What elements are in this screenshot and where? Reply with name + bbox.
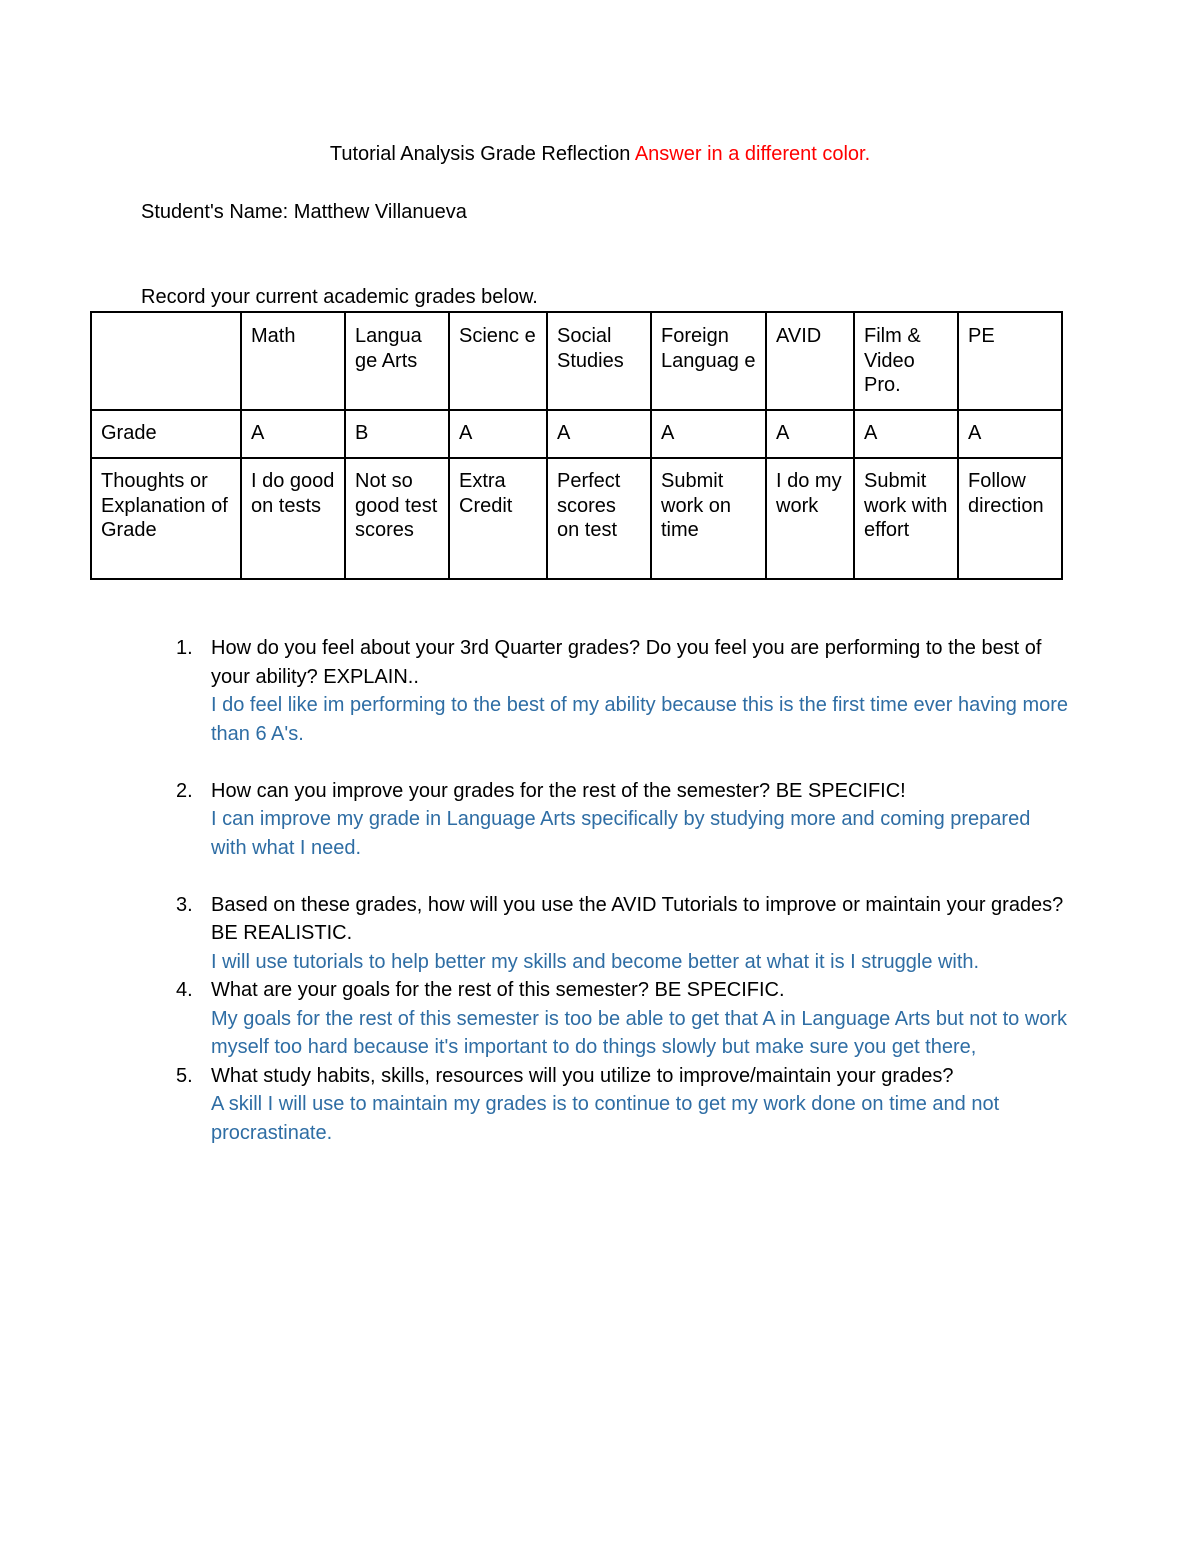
- list-item-question-3: [170, 891, 1070, 977]
- table-header-row: [91, 312, 1062, 410]
- header-cell-language-arts: Langua ge Arts: [345, 312, 449, 410]
- question-text: What study habits, skills, resources will you utilize to improve/maintain your grades?: [211, 1064, 954, 1087]
- question-text: What are your goals for the rest of this semester? BE SPECIFIC.: [211, 979, 785, 1001]
- instruction-text: Answer in a different color.: [634, 143, 871, 165]
- question-number: 2.: [176, 779, 193, 802]
- header-cell-avid: AVID: [766, 312, 854, 410]
- grade-cell-social-studies: A: [547, 410, 651, 458]
- question-number: 4.: [176, 979, 193, 1001]
- answer-text: My goals for the rest of this semester is too be able to get that A in Language Arts but not to work myself too hard because it's important to do things slowly but make sure you get there,: [211, 1007, 1068, 1058]
- thoughts-cell-avid: I do my work: [766, 458, 854, 579]
- header-cell-foreign-language: Foreign Languag e: [651, 312, 766, 410]
- question-number: 1.: [176, 637, 193, 659]
- question-number: 3.: [176, 893, 193, 916]
- list-item-question-2: [170, 777, 1070, 863]
- thoughts-cell-language-arts: Not so good test scores: [345, 458, 449, 579]
- question-text: How do you feel about your 3rd Quarter grades? Do you feel you are performing to the best of your ability? EXPLAIN..: [211, 637, 1042, 688]
- thoughts-cell-social-studies: Perfect scores on test: [547, 458, 651, 579]
- header-cell-math: Math: [241, 312, 345, 410]
- title-text: Tutorial Analysis Grade Reflection: [329, 143, 631, 165]
- thoughts-cell-pe: Follow direction: [958, 458, 1062, 579]
- grade-cell-film-video: A: [854, 410, 958, 458]
- grade-cell-language-arts: B: [345, 410, 449, 458]
- grade-cell-avid: A: [766, 410, 854, 458]
- question-text: Based on these grades, how will you use the AVID Tutorials to improve or maintain your grades? BE REALISTIC.: [211, 893, 1064, 944]
- grade-cell-foreign-language: A: [651, 410, 766, 458]
- list-item-question-4: [170, 976, 1070, 1062]
- header-cell-pe: PE: [958, 312, 1062, 410]
- question-number: 5.: [176, 1064, 193, 1087]
- reflection-questions-list: [170, 634, 1070, 1147]
- header-cell-film-video: Film & Video Pro.: [854, 312, 958, 410]
- grade-cell-pe: A: [958, 410, 1062, 458]
- answer-text: A skill I will use to maintain my grades is to continue to get my work done on time and not procrastinate.: [211, 1093, 1000, 1144]
- header-cell-blank: [91, 312, 241, 410]
- list-item-question-5: [170, 1062, 1070, 1148]
- thoughts-cell-foreign-language: Submit work on time: [651, 458, 766, 579]
- table-row-thoughts: [91, 458, 1062, 579]
- header-cell-science: Scienc e: [449, 312, 547, 410]
- thoughts-label-cell: Thoughts or Explanation of Grade: [91, 458, 241, 579]
- question-text: How can you improve your grades for the rest of the semester? BE SPECIFIC!: [211, 779, 906, 802]
- thoughts-cell-film-video: Submit work with effort: [854, 458, 958, 579]
- grade-cell-math: A: [241, 410, 345, 458]
- grades-table: [90, 311, 1063, 580]
- grade-cell-science: A: [449, 410, 547, 458]
- answer-text: I can improve my grade in Language Arts specifically by studying more and coming prepared with what I need.: [211, 808, 1031, 859]
- record-grades-instruction: Record your current academic grades below.: [141, 286, 538, 308]
- answer-text: I do feel like im performing to the best of my ability because this is the first time ever having more than 6 A's.: [211, 694, 1069, 745]
- grade-label-cell: Grade: [91, 410, 241, 458]
- list-item-question-1: [170, 634, 1070, 748]
- thoughts-cell-math: I do good on tests: [241, 458, 345, 579]
- header-cell-social-studies: Social Studies: [547, 312, 651, 410]
- student-name-line: Student's Name: Matthew Villanueva: [141, 201, 467, 223]
- answer-text: I will use tutorials to help better my skills and become better at what it is I struggle with.: [211, 950, 980, 973]
- page-title: [0, 141, 1200, 167]
- table-row-grade: [91, 410, 1062, 458]
- thoughts-cell-science: Extra Credit: [449, 458, 547, 579]
